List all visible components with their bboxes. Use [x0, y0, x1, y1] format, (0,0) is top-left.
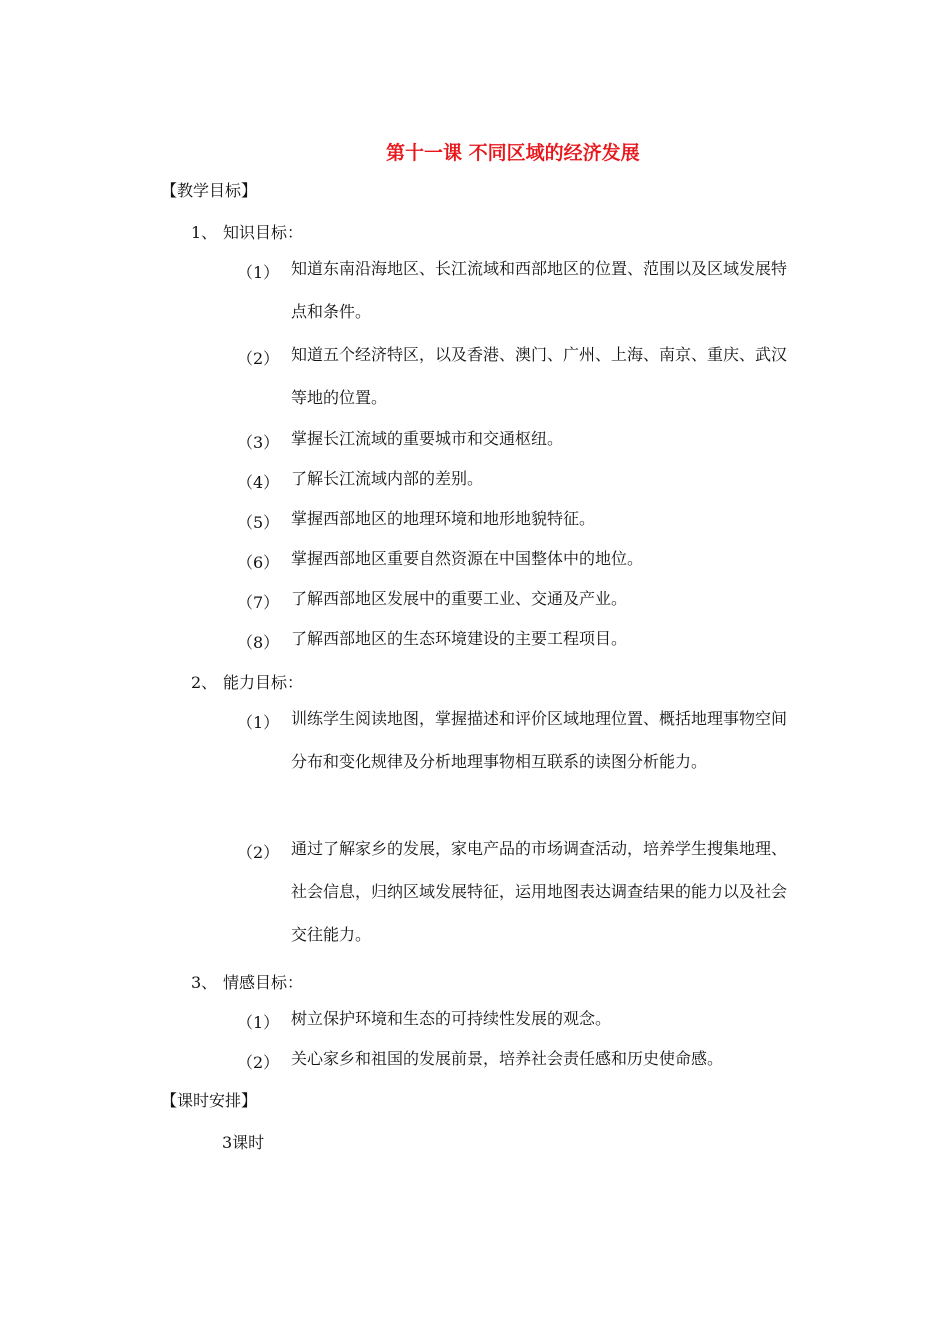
ability-objectives-heading	[191, 670, 303, 693]
item-marker: （2）	[237, 1053, 280, 1072]
emotion-objectives-heading	[191, 970, 303, 993]
item-text: 掌握西部地区重要自然资源在中国整体中的地位。	[291, 549, 644, 568]
item-text: 了解西部地区的生态环境建设的主要工程项目。	[291, 629, 628, 648]
knowledge-item	[237, 510, 797, 540]
ability-item	[237, 710, 797, 783]
item-text: 树立保护环境和生态的可持续性发展的观念。	[291, 1009, 612, 1028]
knowledge-label: 知识目标：	[223, 223, 304, 242]
emotion-item	[237, 1010, 797, 1040]
item-text: 知道五个经济特区，以及香港、澳门、广州、上海、南京、重庆、武汉等地的位置。	[291, 345, 788, 407]
knowledge-item	[237, 590, 797, 620]
emotion-item	[237, 1050, 797, 1080]
item-text: 掌握西部地区的地理环境和地形地貌特征。	[291, 509, 596, 528]
knowledge-item	[237, 430, 797, 460]
item-marker: （2）	[237, 349, 280, 368]
ability-label: 能力目标：	[223, 673, 304, 692]
knowledge-item	[237, 550, 797, 580]
item-marker: （6）	[237, 553, 280, 572]
knowledge-number: 1、	[191, 223, 218, 242]
item-text: 掌握长江流域的重要城市和交通枢纽。	[291, 429, 564, 448]
knowledge-item	[237, 346, 797, 419]
item-marker: （3）	[237, 433, 280, 452]
class-hours: 3课时	[222, 1133, 265, 1152]
knowledge-objectives-heading	[191, 220, 303, 243]
emotion-label: 情感目标：	[223, 973, 304, 992]
item-text: 通过了解家乡的发展，家电产品的市场调查活动，培养学生搜集地理、社会信息，归纳区域发展特征，运用地图表达调查结果的能力以及社会交往能力。	[291, 839, 788, 944]
section-heading-schedule: 【课时安排】	[161, 1091, 258, 1110]
lesson-title: 第十一课 不同区域的经济发展	[386, 142, 640, 164]
item-marker: （4）	[237, 473, 280, 492]
item-text: 关心家乡和祖国的发展前景，培养社会责任感和历史使命感。	[291, 1049, 724, 1068]
section-heading-objectives: 【教学目标】	[161, 181, 258, 200]
emotion-number: 3、	[191, 973, 218, 992]
item-text: 知道东南沿海地区、长江流域和西部地区的位置、范围以及区域发展特点和条件。	[291, 259, 788, 321]
knowledge-item	[237, 630, 797, 660]
item-text: 了解西部地区发展中的重要工业、交通及产业。	[291, 589, 628, 608]
knowledge-item	[237, 260, 797, 333]
item-marker: （5）	[237, 513, 280, 532]
item-text: 训练学生阅读地图，掌握描述和评价区域地理位置、概括地理事物空间分布和变化规律及分析地理事物相互联系的读图分析能力。	[291, 709, 788, 771]
ability-number: 2、	[191, 673, 218, 692]
knowledge-item	[237, 470, 797, 500]
ability-item	[237, 840, 797, 956]
item-text: 了解长江流域内部的差别。	[291, 469, 484, 488]
item-marker: （1）	[237, 713, 280, 732]
item-marker: （7）	[237, 593, 280, 612]
item-marker: （2）	[237, 843, 280, 862]
item-marker: （1）	[237, 263, 280, 282]
item-marker: （1）	[237, 1013, 280, 1032]
item-marker: （8）	[237, 633, 280, 652]
